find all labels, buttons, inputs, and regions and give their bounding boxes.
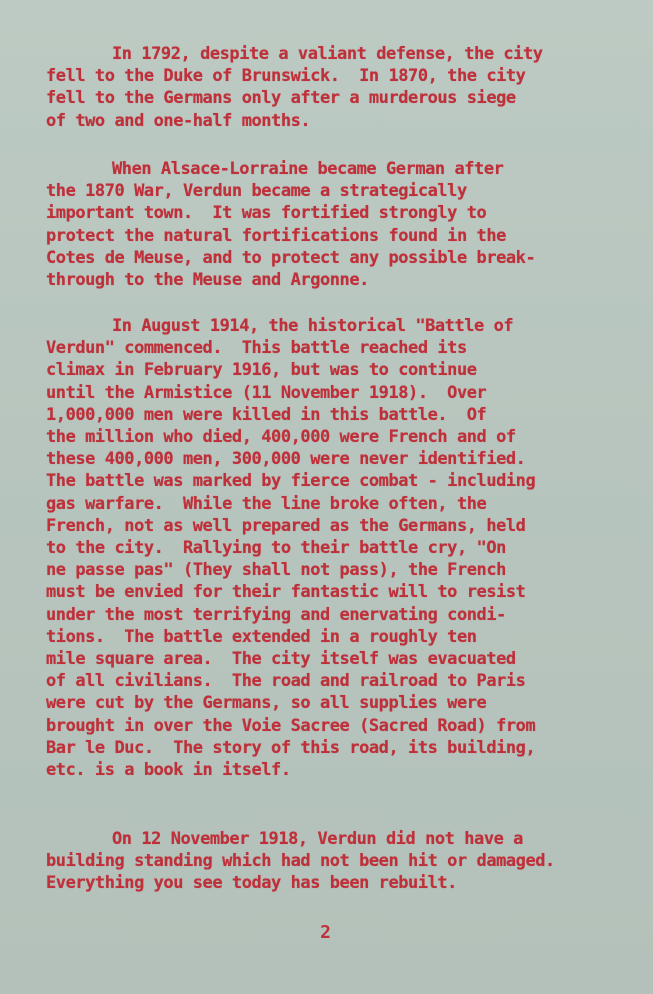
paragraph-4 (46, 828, 636, 895)
text-line: the 1870 War, Verdun became a strategically (46, 181, 467, 202)
text-line: fell to the Germans only after a murderous siege (46, 88, 516, 109)
text-line: protect the natural fortifications found in the (46, 225, 506, 246)
text-line: mile square area. The city itself was evacuated (46, 649, 516, 670)
text-line: fell to the Duke of Brunswick. In 1870, the city (46, 66, 526, 87)
text-line: etc. is a book in itself. (46, 760, 291, 781)
text-line: were cut by the Germans, so all supplies were (46, 693, 487, 714)
text-line: Bar le Duc. The story of this road, its building, (46, 737, 536, 758)
text-line: through to the Meuse and Argonne. (46, 270, 369, 291)
page-number-text: 2 (320, 922, 331, 943)
text-line: tions. The battle extended in a roughly ten (46, 626, 477, 647)
text-line: Everything you see today has been rebuilt. (46, 873, 457, 894)
paragraph-2 (46, 158, 636, 291)
text-line: important town. It was fortified strongly to (46, 203, 487, 224)
paragraph-3 (46, 315, 636, 781)
text-line: In 1792, despite a valiant defense, the city (112, 44, 543, 64)
text-line: On 12 November 1918, Verdun did not have a (112, 829, 523, 849)
text-line: under the most terrifying and enervating condi- (46, 604, 506, 625)
page-number (0, 922, 653, 943)
text-line: gas warfare. While the line broke often, the (46, 493, 487, 514)
text-line: these 400,000 men, 300,000 were never identified. (46, 449, 526, 470)
paragraph-1 (46, 43, 636, 132)
text-line: of all civilians. The road and railroad to Paris (46, 671, 526, 692)
text-line: Cotes de Meuse, and to protect any possible break- (46, 247, 536, 268)
text-line: climax in February 1916, but was to continue (46, 360, 477, 381)
text-line: 1,000,000 men were killed in this battle. Of (46, 404, 487, 425)
text-line: brought in over the Voie Sacree (Sacred Road) from (46, 715, 536, 736)
text-line: ne passe pas" (They shall not pass), the French (46, 560, 506, 581)
text-line: The battle was marked by fierce combat - including (46, 471, 536, 492)
text-line: In August 1914, the historical "Battle of (112, 316, 514, 336)
text-line: of two and one-half months. (46, 110, 311, 131)
text-line: to the city. Rallying to their battle cry, "On (46, 538, 506, 559)
text-line: must be envied for their fantastic will to resist (46, 582, 526, 603)
text-line: the million who died, 400,000 were French and of (46, 427, 516, 448)
text-line: Verdun" commenced. This battle reached its (46, 338, 467, 359)
text-line: until the Armistice (11 November 1918). Over (46, 382, 487, 403)
text-line: When Alsace-Lorraine became German after (112, 159, 504, 179)
text-line: French, not as well prepared as the Germans, held (46, 515, 526, 536)
text-line: building standing which had not been hit or damaged. (46, 851, 555, 872)
